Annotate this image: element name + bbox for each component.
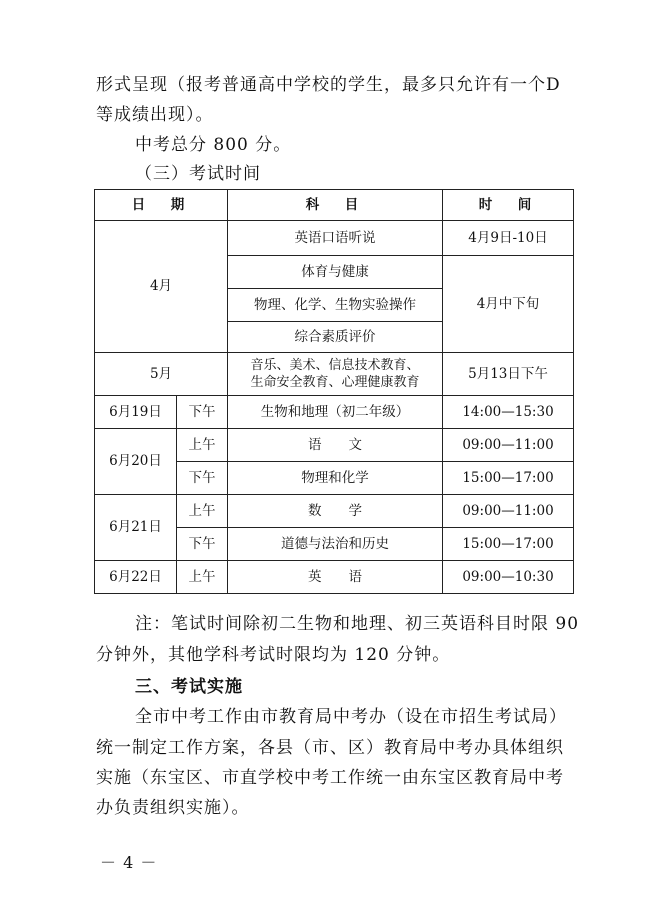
date-cell: 5月: [95, 353, 228, 396]
subject-cell: 英 语: [228, 561, 443, 594]
page-number: － 4 －: [100, 853, 158, 872]
subject-cell: 语 文: [228, 429, 443, 462]
time-cell: 4月中下旬: [443, 256, 574, 353]
table-header-row: [95, 190, 574, 221]
period-cell: 上午: [177, 495, 228, 528]
table-row: [95, 561, 574, 594]
period-cell: 上午: [177, 561, 228, 594]
header-subject: 科 目: [228, 190, 443, 221]
time-cell: 15:00—17:00: [443, 528, 574, 561]
table-row: [95, 221, 574, 256]
note-line: 分钟外，其他学科考试时限均为 120 分钟。: [96, 645, 451, 665]
period-cell: 下午: [177, 396, 228, 429]
paragraph-line: 形式呈现（报考普通高中学校的学生，最多只允许有一个D: [96, 75, 561, 95]
header-time: 时 间: [443, 190, 574, 221]
subject-cell: 体育与健康: [228, 256, 443, 289]
period-cell: 上午: [177, 429, 228, 462]
table-row: [95, 353, 574, 396]
time-cell: 09:00—11:00: [443, 429, 574, 462]
table-row: [95, 429, 574, 462]
paragraph-line: 等成绩出现）。: [96, 105, 214, 125]
subject-cell: 英语口语听说: [228, 221, 443, 256]
table-row: [95, 396, 574, 429]
paragraph-line: 统一制定工作方案，各县（市、区）教育局中考办具体组织: [96, 738, 564, 758]
date-cell: 6月19日: [95, 396, 177, 429]
time-cell: 5月13日下午: [443, 353, 574, 396]
date-cell: 6月22日: [95, 561, 177, 594]
date-cell: 4月: [95, 221, 228, 353]
time-cell: 4月9日-10日: [443, 221, 574, 256]
subject-cell: 物理和化学: [228, 462, 443, 495]
date-cell: 6月20日: [95, 429, 177, 495]
subject-line: 音乐、美术、信息技术教育、: [250, 358, 420, 373]
subject-cell: 综合素质评价: [228, 322, 443, 353]
period-cell: 下午: [177, 528, 228, 561]
time-cell: 14:00—15:30: [443, 396, 574, 429]
exam-schedule-table: [94, 189, 574, 594]
time-cell: 15:00—17:00: [443, 462, 574, 495]
paragraph-line: 全市中考工作由市教育局中考办（设在市招生考试局）: [135, 707, 567, 727]
subject-cell: 数 学: [228, 495, 443, 528]
time-cell: 09:00—11:00: [443, 495, 574, 528]
date-cell: 6月21日: [95, 495, 177, 561]
section-heading-exam-implementation: 三、考试实施: [135, 677, 243, 697]
total-score-text: 中考总分 800 分。: [135, 135, 292, 155]
note-line: 注：笔试时间除初二生物和地理、初三英语科目时限 90: [135, 614, 580, 634]
paragraph-line: 实施（东宝区、市直学校中考工作统一由东宝区教育局中考: [96, 768, 564, 788]
subject-cell: 道德与法治和历史: [228, 528, 443, 561]
section-heading-exam-time: （三）考试时间: [135, 164, 261, 184]
subject-cell: 物理、化学、生物实验操作: [228, 289, 443, 322]
table-row: [95, 495, 574, 528]
subject-cell: 生物和地理（初二年级）: [228, 396, 443, 429]
subject-line: 生命安全教育、心理健康教育: [250, 375, 420, 390]
period-cell: 下午: [177, 462, 228, 495]
subject-cell: [228, 353, 443, 396]
paragraph-line: 办负责组织实施）。: [96, 798, 250, 818]
time-cell: 09:00—10:30: [443, 561, 574, 594]
header-date: 日 期: [95, 190, 228, 221]
